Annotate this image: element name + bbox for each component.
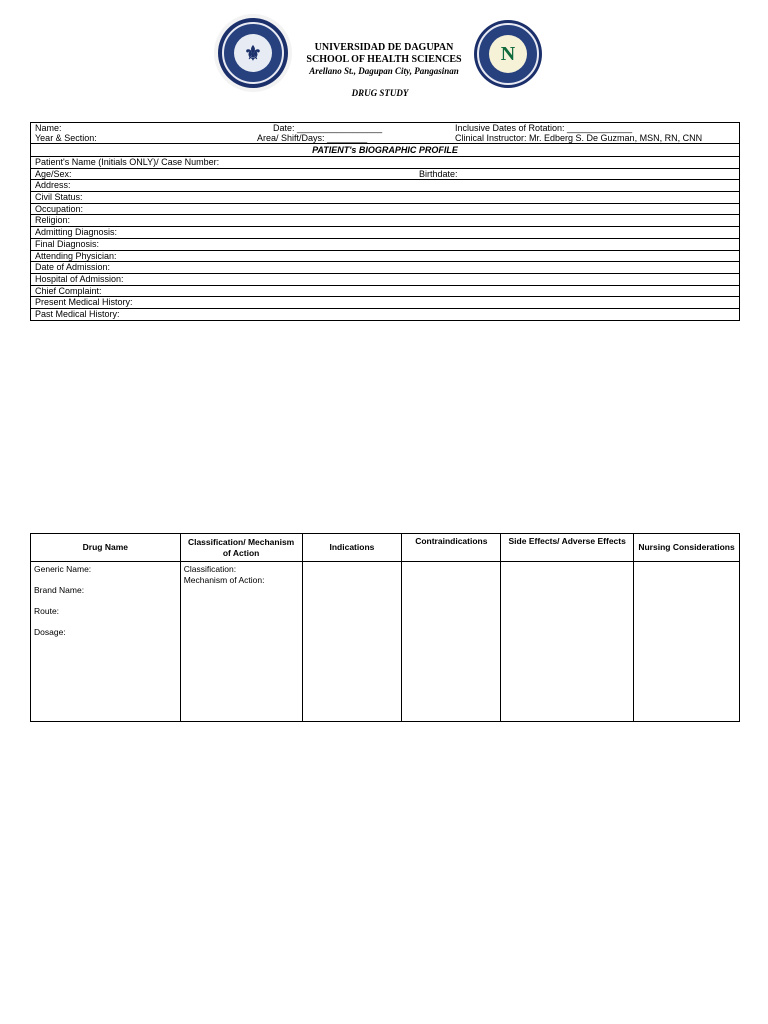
document-title: DRUG STUDY (351, 88, 409, 98)
religion-row[interactable] (31, 215, 739, 227)
date-of-admission-row[interactable] (31, 262, 739, 274)
school-of-health-sciences-logo (474, 20, 542, 88)
address-label: Address: (35, 180, 71, 191)
age-sex-row[interactable] (31, 169, 739, 181)
civil-status-row[interactable] (31, 192, 739, 204)
biographic-profile-title: PATIENT's BIOGRAPHIC PROFILE (31, 144, 739, 157)
year-section-field[interactable]: Year & Section: (35, 133, 97, 143)
present-medical-history-row[interactable] (31, 297, 739, 309)
header-classification: Classification/ Mechanism of Action (180, 534, 302, 562)
header-side-effects: Side Effects/ Adverse Effects (501, 534, 634, 562)
university-name: UNIVERSIDAD DE DAGUPAN (314, 42, 454, 53)
inclusive-dates-field[interactable]: Inclusive Dates of Rotation: _____________ (455, 123, 633, 133)
school-name: SCHOOL OF HEALTH SCIENCES (306, 54, 462, 65)
school-address: Arellano St., Dagupan City, Pangasinan (309, 66, 459, 76)
classification-cell[interactable] (180, 562, 302, 722)
hospital-of-admission-label: Hospital of Admission: (35, 273, 124, 284)
nursing-considerations-cell[interactable] (634, 562, 740, 722)
attending-physician-label: Attending Physician: (35, 250, 117, 261)
dosage-label: Dosage: (34, 627, 66, 637)
drug-name-cell[interactable] (31, 562, 181, 722)
drug-study-table (30, 533, 740, 722)
past-medical-history-label: Past Medical History: (35, 308, 120, 319)
hospital-of-admission-row[interactable] (31, 274, 739, 286)
religion-label: Religion: (35, 215, 71, 226)
student-info-row (31, 123, 739, 144)
route-label: Route: (34, 606, 60, 616)
caduceus-n-icon: N (489, 35, 527, 73)
occupation-label: Occupation: (35, 203, 84, 214)
patient-name-row[interactable] (31, 157, 739, 169)
document-header (280, 42, 488, 77)
final-diagnosis-row[interactable] (31, 239, 739, 251)
brand-name-label: Brand Name: (34, 585, 85, 595)
seal-ring (222, 22, 284, 84)
area-shift-days-field[interactable]: Area/ Shift/Days: ________ (257, 133, 368, 143)
clinical-instructor-label: Clinical Instructor: Mr. Edberg S. De Guzman, MSN, RN, CNN (455, 133, 703, 143)
civil-status-label: Civil Status: (35, 192, 83, 203)
header-nursing-considerations: Nursing Considerations (634, 534, 740, 562)
admitting-diagnosis-row[interactable] (31, 227, 739, 239)
drug-table-header-row (31, 534, 740, 562)
present-medical-history-label: Present Medical History: (35, 297, 133, 308)
indications-cell[interactable] (302, 562, 402, 722)
generic-name-label: Generic Name: (34, 564, 92, 574)
age-sex-label: Age/Sex: (35, 168, 72, 179)
classification-label: Classification: (183, 564, 237, 574)
drug-table-row (31, 562, 740, 722)
university-seal-logo (218, 18, 288, 88)
contraindications-cell[interactable] (402, 562, 501, 722)
logo-ring (477, 23, 539, 85)
header-drug-name: Drug Name (31, 534, 181, 562)
birthdate-label: Birthdate: (419, 168, 458, 179)
date-of-admission-label: Date of Admission: (35, 262, 111, 273)
patient-name-label: Patient's Name (Initials ONLY)/ Case Number: (35, 157, 220, 167)
final-diagnosis-label: Final Diagnosis: (35, 238, 100, 249)
chief-complaint-label: Chief Complaint: (35, 285, 102, 296)
past-medical-history-row[interactable] (31, 309, 739, 320)
patient-profile-box (30, 122, 740, 321)
side-effects-cell[interactable] (501, 562, 634, 722)
header-contraindications: Contraindications (402, 534, 501, 562)
chief-complaint-row[interactable] (31, 286, 739, 298)
seal-emblem-icon: ⚜ (234, 34, 272, 72)
occupation-row[interactable] (31, 204, 739, 216)
mechanism-of-action-label: Mechanism of Action: (183, 575, 265, 585)
name-field[interactable]: Name: (35, 123, 62, 133)
attending-physician-row[interactable] (31, 251, 739, 263)
date-field[interactable]: Date: _________________ (273, 123, 383, 133)
admitting-diagnosis-label: Admitting Diagnosis: (35, 227, 118, 238)
address-row[interactable] (31, 180, 739, 192)
header-indications: Indications (302, 534, 402, 562)
